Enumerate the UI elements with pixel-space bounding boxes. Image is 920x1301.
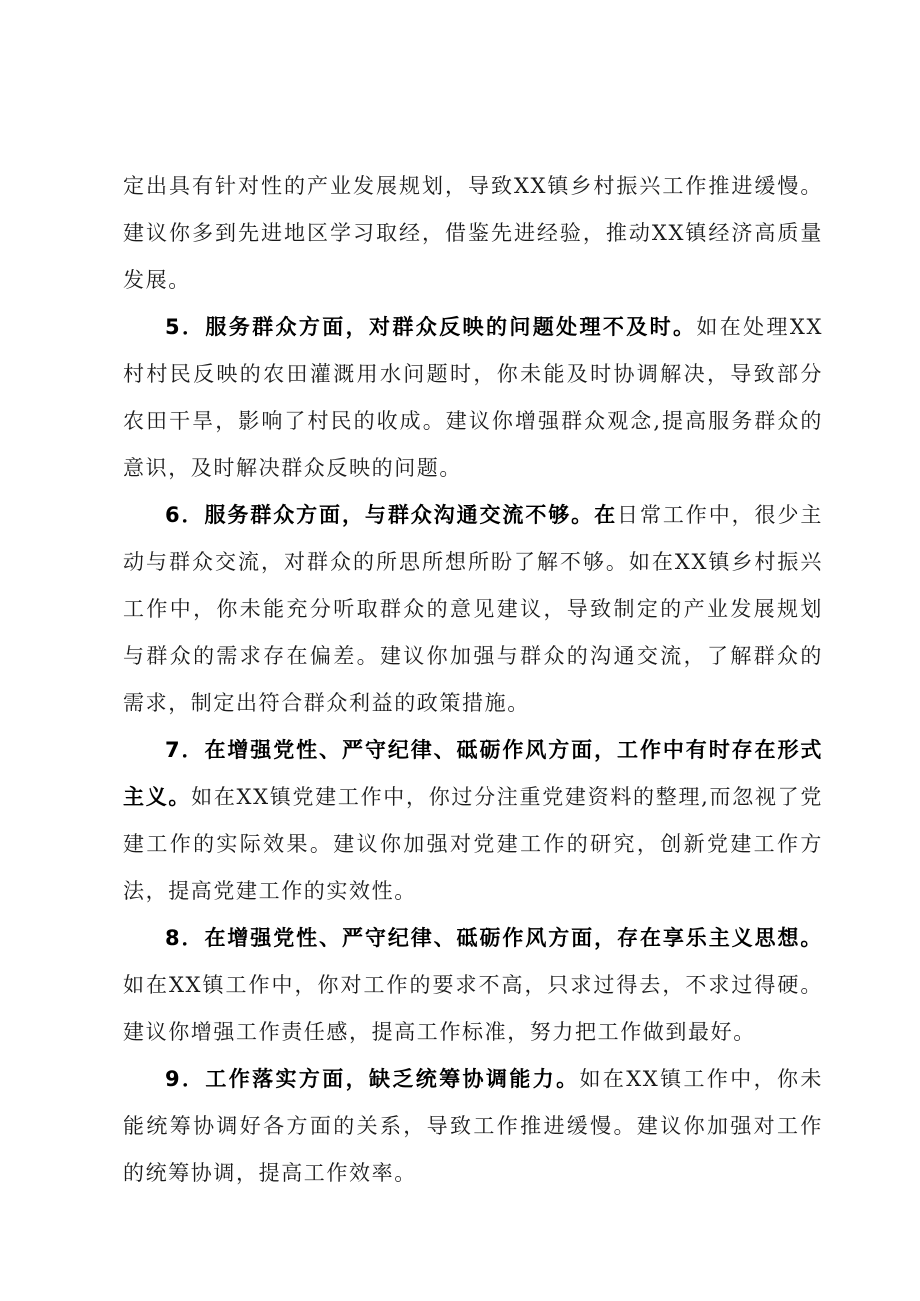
- continuation-paragraph: 定出具有针对性的产业发展规划，导致XX镇乡村振兴工作推进缓慢。建议你多到先进地区学习取经，借鉴先进经验，推动XX镇经济高质量发展。: [123, 174, 823, 292]
- item-body-9: 如在XX镇工作中，你未能统筹协调好各方面的关系，导致工作推进缓慢。建议你加强对工作的统筹协调，提高工作效率。: [123, 1067, 823, 1185]
- item-paragraph-8: [123, 915, 823, 1056]
- item-paragraph-9: [123, 1056, 823, 1197]
- item-body-8: 如在XX镇工作中，你对工作的要求不高，只求过得去，不求过得硬。建议你增强工作责任感，提高工作标准，努力把工作做到最好。: [123, 973, 823, 1044]
- item-body-5: 如在处理XX村村民反映的农田灌溉用水问题时，你未能及时协调解决，导致部分农田干旱，影响了村民的收成。建议你增强群众观念,提高服务群众的意识，及时解决群众反映的问题。: [123, 315, 823, 480]
- item-heading-6: 6．服务群众方面，与群众沟通交流不够。在: [165, 503, 618, 527]
- document-body: [123, 163, 823, 1197]
- item-body-7: 如在XX镇党建工作中，你过分注重党建资料的整理,而忽视了党建工作的实际效果。建议你加强对党建工作的研究，创新党建工作方法，提高党建工作的实效性。: [123, 785, 823, 903]
- item-body-6: 日常工作中，很少主动与群众交流，对群众的所思所想所盼了解不够。如在XX镇乡村振兴工作中，你未能充分听取群众的意见建议，导致制定的产业发展规划与群众的需求存在偏差。建议你加强与群众的沟通交流，了解群众的需求，制定出符合群众利益的政策措施。: [123, 503, 823, 715]
- item-heading-9: 9．工作落实方面，缺乏统筹协调能力。: [165, 1067, 580, 1091]
- item-heading-7: 7．在增强党性、严守纪律、砥砺作风方面，工作中有时存在形式主义。: [123, 738, 823, 809]
- item-heading-5: 5．服务群众方面，对群众反映的问题处理不及时。: [165, 315, 697, 339]
- item-paragraph-5: [123, 304, 823, 492]
- item-paragraph-7: [123, 727, 823, 915]
- item-paragraph-6: [123, 492, 823, 727]
- item-heading-8: 8．在增强党性、严守纪律、砥砺作风方面，存在享乐主义思想。: [165, 926, 823, 950]
